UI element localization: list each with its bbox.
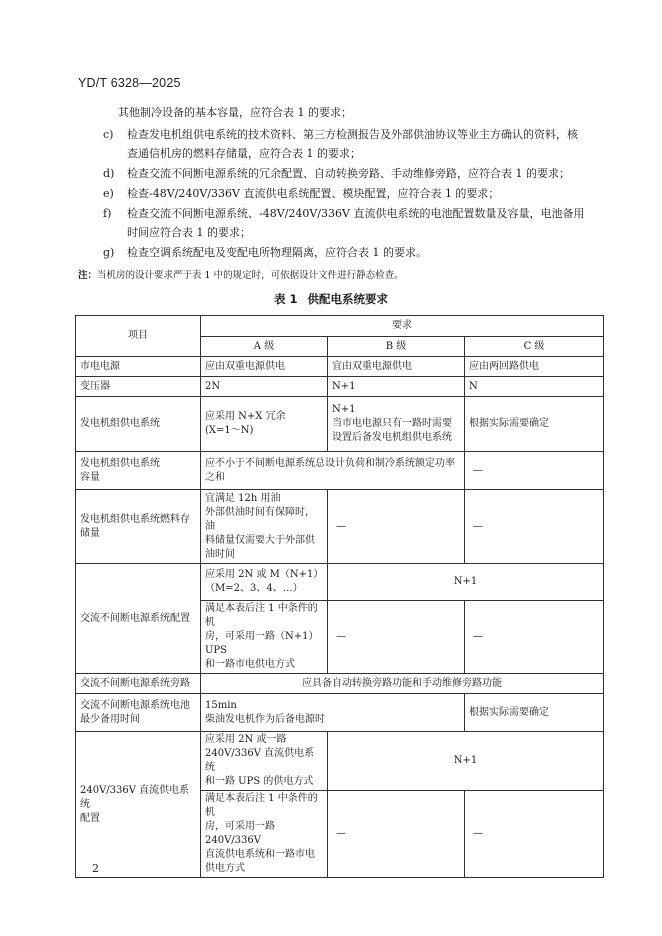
row-item: 交流不间断电源系统配置 [76,564,201,674]
table-note [78,267,404,281]
cell-grade-bc: N+1 [328,732,604,791]
note-text: 当机房的设计要求严于表 1 中的规定时，可依据设计文件进行静态检查。 [97,270,404,281]
cell-grade-b: 宜由双重电源供电 [328,357,465,377]
item-label-c: c) [103,128,114,141]
table-row [76,694,604,732]
power-supply-requirements-table [75,315,604,878]
page-number: 2 [92,862,99,875]
table-row [76,732,604,791]
header-grade-a: A 级 [201,337,328,357]
row-item [76,732,201,878]
cell-grade-c: — [465,452,604,490]
item-c-line-2: 查通信机房的燃料存储量，应符合表 1 的要求； [127,147,361,160]
cell-line: 外部供油时间有保障时，油 [205,506,315,532]
cell-grade-ab [201,694,465,732]
cell-line: 最少备用时间 [80,713,140,725]
cell-line: 交流不间断电源系统电池 [80,699,190,711]
cell-grade-b [328,397,465,452]
cell-line: 和一路 UPS 的供电方式 [205,776,314,787]
cell-line: 满足本表后注 1 中条件的机 [205,603,318,628]
table-title: 供配电系统要求 [307,292,388,306]
header-grade-b: B 级 [328,337,465,357]
item-label-d: d) [103,167,115,180]
cell-grade-b: — [328,791,465,878]
cell-line: 油时间 [205,548,235,560]
item-label-f: f) [103,207,112,220]
item-label-g: g) [103,246,115,259]
item-d-line-1: 检查交流不间断电源系统的冗余配置、自动转换旁路、手动维修旁路，应符合表 1 的要求； [127,167,570,180]
item-f-line-1: 检查交流不间断电源系统、-48V/240V/336V 直流供电系统的电池配置数量及容量，电池备用 [127,207,585,220]
table-caption [0,291,662,307]
item-g-line-1: 检查空调系统配电及变配电所物理隔离，应符合表 1 的要求。 [127,246,427,259]
cell-line: 柴油发电机作为后备电源时 [205,713,325,725]
table-number: 表 1 [273,292,298,306]
note-label: 注： [78,270,98,281]
row-item [76,490,201,564]
cell-grade-c: N [465,377,604,397]
cell-grade-c: 应由两回路供电 [465,357,604,377]
cell-line: 房，可采用一路（N+1）UPS [205,631,319,656]
cell-grade-a [201,397,328,452]
table-row [76,490,604,564]
row-item [76,694,201,732]
cell-line: 应采用 N+X 冗余 [205,411,286,422]
cell-line: 配置 [80,812,100,824]
cell-line: 房，可采用一路 240V/336V [205,821,275,846]
table-row [76,452,604,490]
cell-grade-c: 根据实际需要确定 [465,694,604,732]
cell-grade-ab [201,452,465,490]
item-label-e: e) [103,187,114,200]
table-row [76,674,604,694]
cell-line: N+1 [332,404,356,415]
cell-line: 240V/336V 直流供电系统 [205,748,315,773]
cell-line: 储量 [80,527,100,539]
row-item [76,452,201,490]
item-f-line-2: 时间应符合表 1 的要求； [127,226,251,239]
cell-line: 设置后备发电机组供电系统 [332,432,452,443]
cell-line: 料储量仅需要大于外部供 [205,534,315,546]
cell-grade-bc: N+1 [328,564,604,601]
cell-grade-a [201,791,328,878]
cell-grade-c: — [465,791,604,878]
row-item: 变压器 [76,377,201,397]
cell-line: (X=1～N) [205,425,254,436]
cell-grade-a [201,490,328,564]
cell-grade-a [201,601,328,674]
cell-grade-a: 应由双重电源供电 [201,357,328,377]
cell-line: 和一路市电供电方式 [205,659,295,670]
cell-grade-abc: 应具备自动转换旁路功能和手动维修旁路功能 [201,674,604,694]
cell-line: 当市电电源只有一路时需要 [332,418,452,429]
table-row [76,377,604,397]
table-header-row-1 [76,316,604,337]
cell-line: （M=2、3、4、…） [205,583,303,594]
cell-line: 应采用 2N 或一路 [205,734,287,745]
header-item: 项目 [76,316,201,357]
cell-line: 发电机组供电系统 [80,457,160,469]
cell-line: 容量 [80,471,100,483]
intro-line: 其他制冷设备的基本容量，应符合表 1 的要求； [118,106,352,119]
cell-grade-a [201,564,328,601]
cell-grade-a: 2N [201,377,328,397]
cell-line: 应不小于不间断电源系统总设计负荷和制冷系统额定功率 [205,457,455,469]
cell-line: 应采用 2N 或 M（N+1） [205,569,324,580]
table-row [76,564,604,601]
document-id-header: YD/T 6328—2025 [78,76,181,90]
cell-line: 240V/336V 直流供电系统 [80,784,190,810]
item-e-line-1: 检查-48V/240V/336V 直流供电系统配置、模块配置，应符合表 1 的要求； [127,187,500,200]
cell-line: 宜满足 12h 用油 [205,492,281,504]
cell-line: 之和 [205,471,225,483]
cell-line: 满足本表后注 1 中条件的机 [205,793,318,818]
table-row [76,357,604,377]
cell-grade-a [201,732,328,791]
header-grade-c: C 级 [465,337,604,357]
cell-grade-c: — [465,490,604,564]
row-item: 市电电源 [76,357,201,377]
cell-grade-b: — [328,601,465,674]
cell-line: 供电方式 [205,863,245,874]
row-item: 交流不间断电源系统旁路 [76,674,201,694]
cell-grade-b: — [328,490,465,564]
cell-grade-c: 根据实际需要确定 [465,397,604,452]
row-item: 发电机组供电系统 [76,397,201,452]
table-row [76,397,604,452]
header-requirements: 要求 [201,316,604,337]
cell-line: 直流供电系统和一路市电 [205,849,315,860]
cell-line: 15min [205,699,237,711]
cell-grade-b: N+1 [328,377,465,397]
cell-grade-c: — [465,601,604,674]
item-c-line-1: 检查发电机组供电系统的技术资料、第三方检测报告及外部供油协议等业主方确认的资料，核 [127,128,578,141]
cell-line: 发电机组供电系统燃料存 [80,513,190,525]
